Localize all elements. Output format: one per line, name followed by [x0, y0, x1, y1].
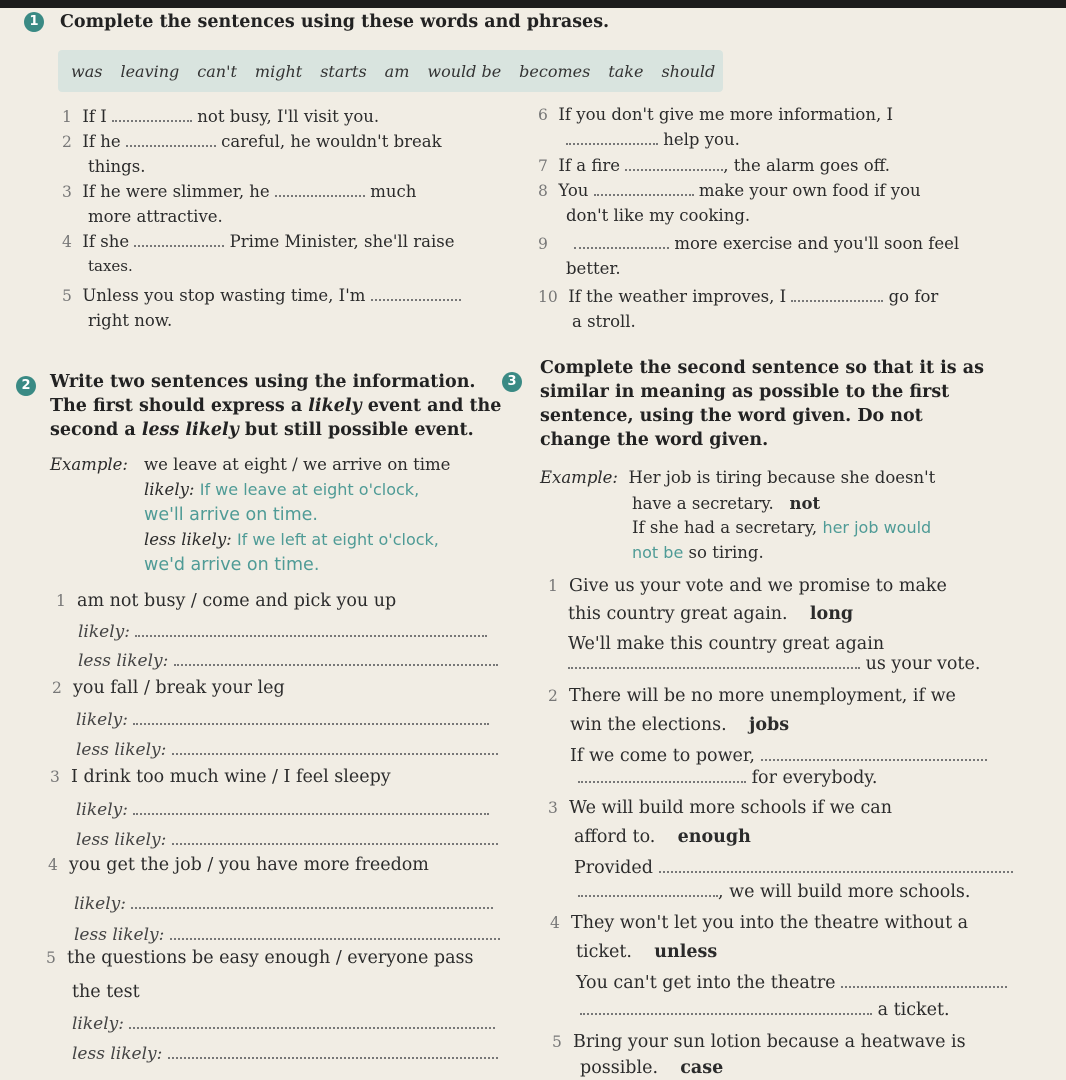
item-text: If I [82, 107, 107, 126]
item-text: much [370, 182, 417, 201]
exercise-1-item [62, 229, 502, 254]
exercise-1-item [538, 178, 978, 203]
exercise-1-item-continued [538, 127, 978, 153]
item-number: 2 [62, 133, 72, 151]
item-text: If the weather improves, I [568, 287, 787, 306]
likely-answer-row: likely: [72, 1014, 495, 1034]
item-text: If she [82, 232, 130, 251]
item-text-continued: more attractive. [88, 207, 223, 226]
answer-blank[interactable] [168, 1057, 498, 1059]
exercise-3-answer-row: Provided [574, 858, 1013, 878]
exercise-3-answer-row: us your vote. [568, 654, 980, 674]
example-less-likely-cont: we'd arrive on time. [144, 555, 320, 575]
answer-blank[interactable] [580, 1013, 872, 1015]
answer-blank[interactable] [578, 895, 718, 897]
instruction-line: The first should express a likely event and the [50, 396, 502, 416]
exercise-1-item [62, 179, 502, 204]
answer-blank[interactable] [170, 938, 500, 940]
likely-answer-row: likely: [76, 800, 489, 820]
less-likely-answer-row: less likely: [72, 1044, 498, 1064]
exercise-1-item [538, 153, 978, 178]
exercise-3-item-line: possible. case [580, 1058, 724, 1078]
answer-blank[interactable] [625, 169, 723, 171]
exercise-3-answer-row: You can't get into the theatre [576, 973, 1007, 993]
answer-blank[interactable] [172, 753, 498, 755]
answer-blank[interactable] [659, 871, 1013, 873]
exercise-3-item-line: afford to. enough [574, 827, 751, 847]
exercise-1-number-badge: 1 [24, 12, 44, 32]
item-text: more exercise and you'll soon feel [674, 234, 960, 253]
item-text-continued: things. [88, 157, 146, 176]
item-text: , the alarm goes off. [723, 156, 891, 175]
example-likely: likely: If we leave at eight o'clock, [144, 480, 420, 499]
exercise-1-item [62, 283, 502, 308]
exercise-3-item: 3 We will build more schools if we can [548, 798, 892, 818]
exercise-1-item [538, 231, 978, 256]
item-text: If he were slimmer, he [82, 182, 270, 201]
item-text-continued: better. [566, 259, 621, 278]
item-number: 7 [538, 157, 548, 175]
word-bank-item: am [384, 61, 410, 81]
given-word: not [789, 494, 821, 513]
answer-blank[interactable] [129, 1027, 495, 1029]
given-word: unless [654, 942, 718, 962]
exercise-3-item: 4 They won't let you into the theatre without a [550, 913, 969, 933]
item-number: 3 [62, 183, 72, 201]
item-text-continued: right now. [88, 311, 173, 330]
word-bank-item: was [71, 61, 103, 81]
likely-answer-row: likely: [74, 894, 493, 914]
answer-blank[interactable] [594, 194, 694, 196]
likely-answer-row: likely: [76, 710, 489, 730]
item-number: 9 [538, 235, 548, 253]
exercise-3-item: 1 Give us your vote and we promise to make [548, 576, 947, 596]
example-label: Example: [50, 455, 128, 474]
answer-blank[interactable] [568, 667, 860, 669]
answer-blank[interactable] [578, 781, 746, 783]
item-text: If he [82, 132, 121, 151]
word-bank-item: might [254, 61, 303, 81]
word-bank-item: becomes [519, 61, 591, 81]
exercise-1-item [62, 104, 502, 129]
instruction-line: Write two sentences using the information. [50, 372, 476, 392]
item-number: 5 [62, 287, 72, 305]
item-text: If you don't give me more information, I [558, 105, 893, 124]
item-text: careful, he wouldn't break [221, 132, 442, 151]
word-bank-box [58, 50, 723, 92]
item-text: help you. [663, 130, 740, 149]
answer-blank[interactable] [135, 635, 487, 637]
exercise-3-example-line: not be so tiring. [632, 543, 764, 562]
exercise-3-answer-row: , we will build more schools. [578, 882, 970, 902]
exercise-3-item-line: win the elections. jobs [570, 715, 790, 735]
item-number: 8 [538, 182, 548, 200]
item-text-continued: don't like my cooking. [566, 206, 751, 225]
instruction-line: second a less likely but still possible event. [50, 420, 474, 440]
item-text: You [558, 181, 589, 200]
exercise-3-answer-row: a ticket. [580, 1000, 950, 1020]
exercise-1-item [62, 129, 502, 154]
word-bank-item: take [608, 61, 644, 81]
instruction-line: Complete the second sentence so that it is as [540, 358, 984, 378]
item-text-continued: a stroll. [572, 312, 636, 331]
word-bank-item: should [661, 61, 716, 81]
exercise-3-item: 2 There will be no more unemployment, if we [548, 686, 956, 706]
exercise-3-example-line: have a secretary. not [632, 494, 821, 513]
answer-blank[interactable] [371, 299, 461, 301]
instruction-line: sentence, using the word given. Do not [540, 406, 923, 426]
exercise-2-item: 1 am not busy / come and pick you up [56, 591, 397, 611]
item-text: Prime Minister, she'll raise [229, 232, 455, 251]
exercise-2-item: 4 you get the job / you have more freedom [48, 855, 429, 875]
item-text-continued: taxes. [88, 257, 133, 275]
exercise-3-answer-row: for everybody. [578, 768, 877, 788]
exercise-3-instruction [540, 356, 1040, 452]
answer-blank[interactable] [112, 120, 192, 122]
item-number: 4 [62, 233, 72, 251]
item-text: make your own food if you [698, 181, 921, 200]
item-number: 1 [62, 108, 72, 126]
top-edge-bar [0, 0, 1066, 8]
given-word: enough [677, 827, 751, 847]
example-less-likely: less likely: If we left at eight o'clock, [144, 530, 439, 549]
answer-blank[interactable] [133, 813, 489, 815]
likely-answer-row: likely: [78, 622, 487, 642]
exercise-2-instruction [50, 370, 510, 442]
exercise-3-item: 5 Bring your sun lotion because a heatwave is [552, 1032, 966, 1052]
answer-blank[interactable] [841, 986, 1007, 988]
answer-blank[interactable] [131, 907, 493, 909]
exercise-2-number-badge: 2 [16, 376, 36, 396]
answer-blank[interactable] [134, 245, 224, 247]
item-text-continued: the test [72, 982, 140, 1002]
less-likely-answer-row: less likely: [76, 740, 498, 760]
answer-blank[interactable] [133, 723, 489, 725]
answer-blank[interactable] [761, 759, 987, 761]
example-prompt: we leave at eight / we arrive on time [144, 455, 451, 474]
exercise-2-item: 5 the questions be easy enough / everyone pass [46, 948, 474, 968]
item-text: not busy, I'll visit you. [197, 107, 380, 126]
exercise-3-example: Example: Her job is tiring because she doesn't [540, 468, 936, 487]
exercise-1-item [538, 102, 978, 127]
exercise-3-item-line: this country great again. long [568, 604, 854, 624]
exercise-3-item-line: We'll make this country great again [568, 634, 885, 654]
answer-blank[interactable] [275, 195, 365, 197]
answer-blank[interactable] [566, 143, 658, 145]
answer-blank[interactable] [126, 145, 216, 147]
instruction-line: change the word given. [540, 430, 769, 450]
instruction-line: similar in meaning as possible to the first [540, 382, 950, 402]
item-number: 10 [538, 288, 558, 306]
exercise-3-answer-row: If we come to power, [570, 746, 987, 766]
word-bank-item: would be [427, 61, 502, 81]
exercise-3-number-badge: 3 [502, 372, 522, 392]
given-word: jobs [749, 715, 790, 735]
example-likely-cont: we'll arrive on time. [144, 505, 318, 525]
answer-blank[interactable] [791, 300, 883, 302]
less-likely-answer-row: less likely: [76, 830, 498, 850]
item-text: Unless you stop wasting time, I'm [82, 286, 366, 305]
exercise-3-example-line: If she had a secretary, her job would [632, 518, 932, 537]
exercise-1-instruction: Complete the sentences using these words and phrases. [60, 12, 610, 32]
word-bank-item: can't [197, 61, 237, 81]
word-bank-item: starts [320, 61, 367, 81]
answer-blank[interactable] [574, 247, 669, 249]
given-word: case [680, 1058, 724, 1078]
exercise-3-item-line: ticket. unless [576, 942, 718, 962]
given-word: long [809, 604, 854, 624]
exercise-1-right-column [538, 102, 978, 334]
item-text: If a fire [558, 156, 620, 175]
item-number: 6 [538, 106, 548, 124]
less-likely-answer-row: less likely: [78, 651, 498, 671]
exercise-2-item: 3 I drink too much wine / I feel sleepy [50, 767, 391, 787]
exercise-2-item: 2 you fall / break your leg [52, 678, 285, 698]
answer-blank[interactable] [172, 843, 498, 845]
exercise-1-item [538, 284, 978, 309]
item-text: go for [888, 287, 939, 306]
exercise-2-example [50, 455, 128, 475]
exercise-1-left-column [62, 104, 502, 333]
word-bank-item: leaving [120, 61, 180, 81]
answer-blank[interactable] [174, 664, 498, 666]
less-likely-answer-row: less likely: [74, 925, 500, 945]
